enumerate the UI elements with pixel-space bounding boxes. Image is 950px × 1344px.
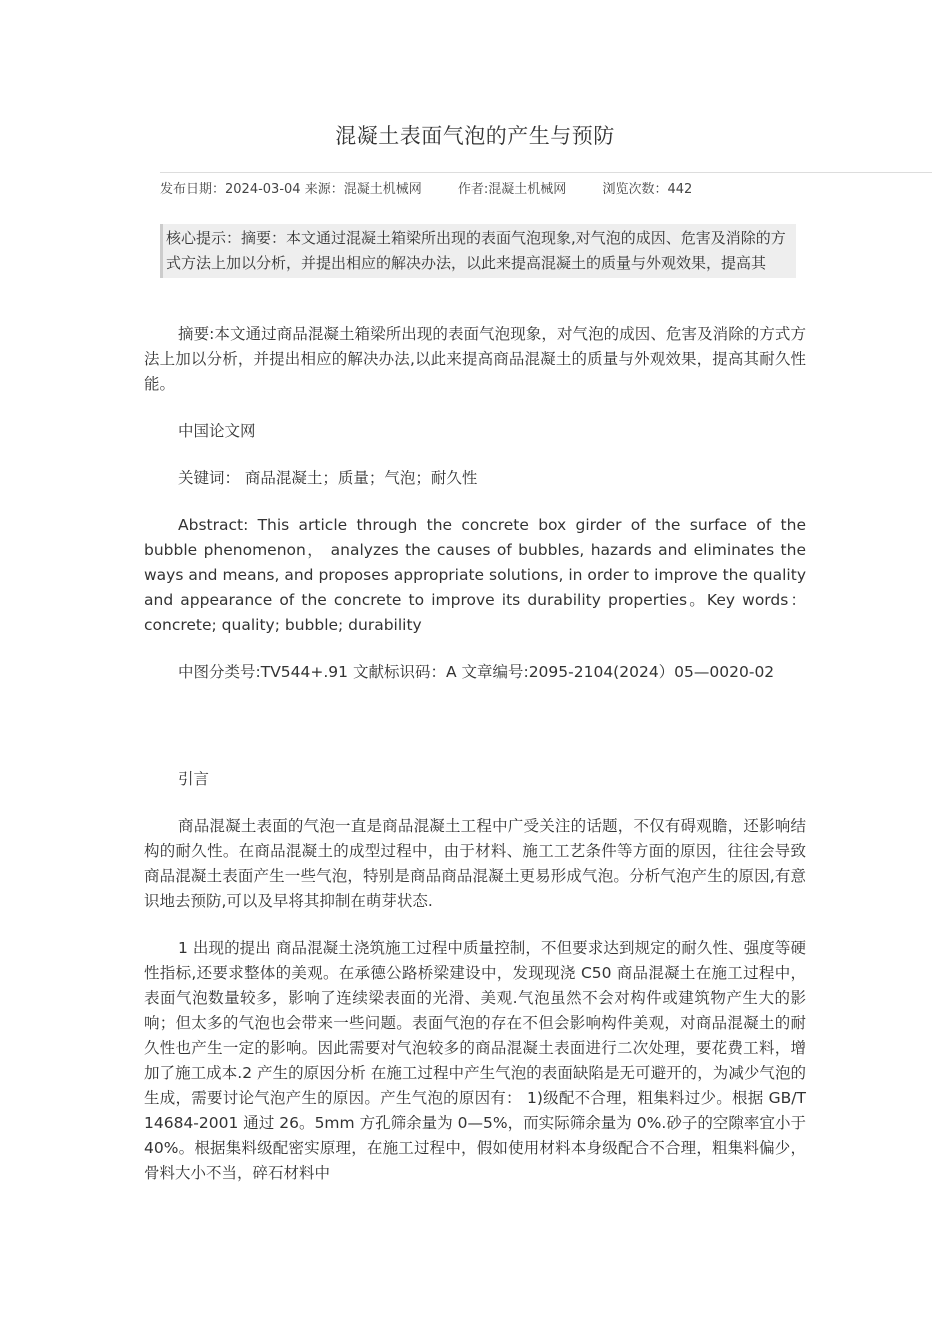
abstract-paragraph: 摘要:本文通过商品混凝土箱梁所出现的表面气泡现象，对气泡的成因、危害及消除的方式方法上加以分析，并提出相应的解决办法,以此来提高商品混凝土的质量与外观效果，提高其耐久性能。 — [144, 325, 806, 393]
keywords-paragraph: 关键词： 商品混凝土；质量；气泡；耐久性 — [178, 469, 478, 487]
source-site-paragraph: 中国论文网 — [178, 422, 256, 440]
author-value: 混凝土机械网 — [488, 182, 567, 197]
summary-text: 摘要：本文通过混凝土箱梁所出现的表面气泡现象,对气泡的成因、危害及消除的方式方法上加以分析，并提出相应的解决办法，以此来提高混凝土的质量与外观效果，提高其 — [166, 229, 786, 272]
intro-heading: 引言 — [178, 770, 210, 788]
section-1-paragraph: 1 出现的提出 商品混凝土浇筑施工过程中质量控制，不但要求达到规定的耐久性、强度等硬性指标,还要求整体的美观。在承德公路桥梁建设中，发现现浇 C50 商品混凝土在施工过程中，表面气泡数量较多，影响了连续梁表面的光滑、美观.气泡虽然不会对构件或建筑物产生大的影响；但太多的气泡也会带来一些问题。表面气泡的存在不但会影响构件美观，对商品混凝土的耐久性也产生一定的影响。因此需要对气泡较多的商品混凝土表面进行二次处理，要花费工料，增加了施工成本.2 产生的原因分析 在施工过程中产生气泡的表面缺陷是无可避开的，为减少气泡的生成，需要讨论气泡产生的原因。产生气泡的原因有： 1)级配不合理，粗集料过少。根据 GB/T 14684-2001 通过 26。5mm 方孔筛余量为 0—5%，而实际筛余量为 0%.砂子的空隙率宜小于 40%。根据集料级配密实原理，在施工过程中，假如使用材料本身级配合不合理，粗集料偏少，骨料大小不当，碎石材料中 — [144, 939, 806, 1182]
intro-paragraph: 商品混凝土表面的气泡一直是商品混凝土工程中广受关注的话题，不仅有碍观瞻，还影响结构的耐久性。在商品混凝土的成型过程中，由于材料、施工工艺条件等方面的原因，往往会导致商品混凝土表面产生一些气泡，特别是商品商品混凝土更易形成气泡。分析气泡产生的原因,有意识地去预防,可以及早将其抑制在萌芽状态. — [144, 817, 806, 910]
date-label: 发布日期： — [160, 182, 226, 197]
views-count: 442 — [667, 182, 693, 197]
author-label: 作者: — [457, 182, 489, 197]
article-body — [144, 322, 806, 1208]
classification-paragraph: 中图分类号:TV544+.91 文献标识码：A 文章编号:2095-2104(2024）05—0020-02 — [178, 663, 775, 681]
publish-date: 2024-03-04 — [225, 182, 301, 197]
core-summary-box — [160, 224, 796, 278]
views-label: 浏览次数： — [602, 182, 668, 197]
source-label: 来源： — [304, 182, 344, 197]
article-title: 混凝土表面气泡的产生与预防 — [335, 124, 615, 148]
article-meta — [160, 172, 932, 207]
source-value: 混凝土机械网 — [343, 182, 422, 197]
english-abstract-paragraph: Abstract: This article through the concrete box girder of the surface of the bubble phenomenon， analyzes the causes of bubbles, hazards and eliminates the ways and means, and proposes appropriate solutions, in order to improve the quality and appearance of the concrete to improve its durability properties。Key words： concrete; quality; bubble; durability — [144, 516, 806, 634]
summary-label: 核心提示： — [166, 229, 242, 247]
